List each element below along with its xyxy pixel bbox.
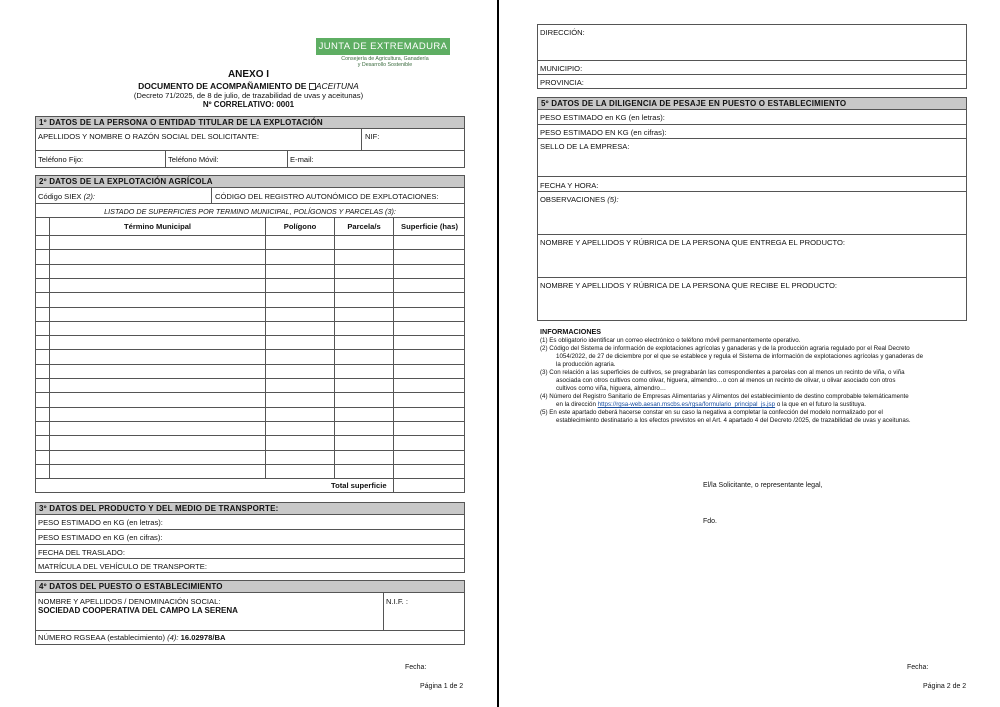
page-number: Página 1 de 2 (420, 683, 464, 690)
decree-reference: (Decreto 71/2025, de 8 de julio, de trazabilidad de uvas y aceitunas) (133, 91, 364, 100)
document-title-item: ACEITUNA (315, 81, 359, 91)
column-polygon: Polígono (283, 222, 317, 231)
register-code-field[interactable]: CÓDIGO DEL REGISTRO AUTONÓMICO DE EXPLOTACIONES: (215, 192, 439, 201)
divider (537, 234, 967, 235)
table-row[interactable] (50, 265, 464, 278)
page-1 (0, 0, 497, 707)
table-row[interactable] (50, 393, 464, 406)
table-row-line (35, 264, 465, 265)
table-row[interactable] (50, 279, 464, 292)
divider (537, 176, 967, 177)
note-2-line-2: 1054/2022, de 27 de diciembre por el que se establece y regula el Sistema de información de explotaciones agrícolas y ganaderas de (556, 353, 924, 360)
section-4-header: 4º DATOS DEL PUESTO O ESTABLECIMIENTO (35, 580, 465, 593)
column-municipality: Término Municipal (123, 222, 192, 231)
mobile-field[interactable]: Teléfono Móvil: (168, 155, 219, 164)
junta-extremadura-logo: JUNTA DE EXTREMADURA (316, 38, 450, 55)
company-stamp-field[interactable]: SELLO DE LA EMPRESA: (540, 142, 630, 151)
rgsa-link[interactable]: https://rgsa-web.aesan.mscbs.es/rgsa/formulario_principal_js.jsp (597, 401, 776, 408)
table-row[interactable] (50, 451, 464, 464)
table-row[interactable] (50, 236, 464, 249)
note-2-line-3: la producción agraria. (556, 361, 616, 368)
divider (35, 217, 465, 218)
table-column-line (265, 217, 266, 478)
note-3-line-3: cultivos como viña, higuera, almendro… (556, 385, 667, 392)
divider (361, 128, 362, 150)
table-row-line (35, 321, 465, 322)
note-5-line-2: establecimiento destinatario a los efectos previstos en el Art. 4 apartado 4 del Decreto /2025, de trazabilidad de uvas y aceitunas. (556, 417, 911, 424)
landline-field[interactable]: Teléfono Fijo: (38, 155, 84, 164)
divider (537, 277, 967, 278)
page-2 (503, 0, 1000, 707)
logo-subtitle-line-1: Consejería de Agricultura, Ganadería (341, 56, 429, 62)
section-2-header: 2º DATOS DE LA EXPLOTACIÓN AGRÍCOLA (35, 175, 465, 188)
table-column-line (49, 235, 50, 478)
siex-label: Código SIEX (38, 192, 82, 201)
siex-note: (2): (83, 192, 95, 201)
note-3-line-1: (3) Con relación a las superficies de cultivos, se pregrabarán las correspondientes a parcelas con al menos un recinto de viña, o viña (540, 369, 905, 376)
annex-title: ANEXO I (227, 69, 270, 80)
observations-label: OBSERVACIONES (540, 195, 606, 204)
table-row[interactable] (50, 308, 464, 321)
table-column-line (393, 217, 394, 493)
table-row[interactable] (50, 350, 464, 363)
nif-field[interactable]: NIF: (365, 132, 380, 141)
divider (165, 150, 166, 168)
divider (537, 138, 967, 139)
divider (35, 529, 465, 530)
divider (383, 592, 384, 630)
siex-code-field[interactable] (38, 192, 95, 201)
datetime-field[interactable]: FECHA Y HORA: (540, 181, 599, 190)
table-row-line (35, 278, 465, 279)
section-1-header: 1º DATOS DE LA PERSONA O ENTIDAD TITULAR DE LA EXPLOTACIÓN (35, 116, 465, 129)
table-row-line (35, 392, 465, 393)
section-5-header: 5º DATOS DE LA DILIGENCIA DE PESAJE EN PUESTO O ESTABLECIMIENTO (537, 97, 967, 110)
vehicle-plate-field[interactable]: MATRÍCULA DEL VEHÍCULO DE TRANSPORTE: (38, 562, 207, 571)
note-4-suffix: o la que en el futuro la sustituya. (776, 401, 866, 408)
note-4-line-2 (540, 401, 970, 409)
table-row[interactable] (50, 379, 464, 392)
establishment-nif-field[interactable]: N.I.F. : (386, 597, 408, 606)
table-row-line (35, 349, 465, 350)
divider (537, 124, 967, 125)
applicant-name-field[interactable]: APELLIDOS Y NOMBRE O RAZÓN SOCIAL DEL SOLICITANTE: (38, 132, 259, 141)
weigh-weight-figures-field[interactable]: PESO ESTIMADO EN KG (en cifras): (540, 128, 667, 137)
document-title-prefix: DOCUMENTO DE ACOMPAÑAMIENTO DE (138, 81, 307, 91)
weigh-weight-letters-field[interactable]: PESO ESTIMADO en KG (en letras): (540, 113, 665, 122)
weight-letters-field[interactable]: PESO ESTIMADO en KG (en letras): (38, 518, 163, 527)
logo-subtitle (330, 56, 440, 68)
establishment-name-label: NOMBRE Y APELLIDOS / DENOMINACIÓN SOCIAL: (38, 597, 221, 606)
table-row-line (35, 450, 465, 451)
table-column-line (49, 217, 50, 235)
address-box (537, 24, 967, 89)
rgseaa-label: NÚMERO RGSEAA (establecimiento) (38, 633, 166, 642)
information-notes (540, 327, 970, 425)
note-2-line-1: (2) Código del Sistema de información de explotaciones agrícolas y ganaderas y de la producción agraria regulado por el Real Decreto (540, 345, 910, 352)
divider (35, 558, 465, 559)
transfer-date-field[interactable]: FECHA DEL TRASLADO: (38, 548, 125, 557)
table-row-line (35, 421, 465, 422)
province-field[interactable]: PROVINCIA: (540, 78, 584, 87)
correlative-number: Nº CORRELATIVO: 0001 (202, 100, 295, 109)
table-row[interactable] (50, 336, 464, 349)
receiver-signature-field[interactable]: NOMBRE Y APELLIDOS Y RÚBRICA DE LA PERSONA QUE RECIBE EL PRODUCTO: (540, 281, 837, 290)
page-number-2: Página 2 de 2 (923, 683, 967, 690)
table-row[interactable] (50, 250, 464, 263)
divider (211, 187, 212, 203)
divider (35, 203, 465, 204)
table-row-line (35, 292, 465, 293)
municipality-field[interactable]: MUNICIPIO: (540, 64, 583, 73)
signed-label[interactable]: Fdo. (703, 518, 718, 525)
logo-subtitle-line-2: y Desarrollo Sostenible (357, 62, 413, 68)
table-row[interactable] (50, 422, 464, 435)
address-field[interactable]: DIRECCIÓN: (540, 28, 585, 37)
document-title (0, 81, 497, 91)
table-row-line (35, 407, 465, 408)
table-row[interactable] (50, 465, 464, 478)
table-row[interactable] (50, 365, 464, 378)
divider (35, 544, 465, 545)
rgseaa-value: 16.02978/BA (180, 633, 226, 642)
checkbox-icon (309, 83, 316, 90)
total-surface-label: Total superficie (331, 481, 387, 490)
table-row[interactable] (50, 408, 464, 421)
table-row[interactable] (50, 322, 464, 335)
date-label: Fecha: (405, 664, 427, 671)
table-row[interactable] (50, 436, 464, 449)
observations-field[interactable] (540, 195, 619, 204)
weight-figures-field[interactable]: PESO ESTIMADO en KG (en cifras): (38, 533, 163, 542)
table-row-line (35, 364, 465, 365)
divider (35, 150, 465, 151)
observations-note: (5): (607, 195, 619, 204)
divider (537, 60, 967, 61)
information-title: INFORMACIONES (540, 327, 602, 336)
divider (537, 74, 967, 75)
note-5-line-1: (5) En este apartado deberá hacerse constar en su caso la negativa a completar la confección del modelo normalizado por el (540, 409, 883, 416)
table-row-line (35, 335, 465, 336)
table-row-line (35, 435, 465, 436)
email-field[interactable]: E-mail: (290, 155, 314, 164)
table-row-line (35, 249, 465, 250)
rgseaa-note: (4): (167, 633, 179, 642)
divider (537, 191, 967, 192)
note-3-line-2: asociada con otros cultivos como olivar, higuera, almendro…o con al menos un recinto de olivar, u olivar asociado con otros (556, 377, 896, 384)
note-4-line-1: (4) Número del Registro Sanitario de Empresas Alimentarias y Alimentos del establecimiento de destino comprobable telemáticamente (540, 393, 909, 400)
table-column-line (334, 217, 335, 478)
section-3-header: 3º DATOS DEL PRODUCTO Y DEL MEDIO DE TRANSPORTE: (35, 502, 465, 515)
column-surface: Superficie (has) (401, 222, 458, 231)
table-row[interactable] (50, 293, 464, 306)
establishment-name-value[interactable]: SOCIEDAD COOPERATIVA DEL CAMPO LA SERENA (38, 606, 238, 615)
table-row-line (35, 378, 465, 379)
table-row-line (35, 464, 465, 465)
applicant-signature-label: El/la Solicitante, o representante legal, (703, 482, 823, 489)
note-4-prefix: en la dirección (556, 401, 596, 408)
deliverer-signature-field[interactable]: NOMBRE Y APELLIDOS Y RÚBRICA DE LA PERSONA QUE ENTREGA EL PRODUCTO: (540, 238, 845, 247)
surfaces-list-title: LISTADO DE SUPERFICIES POR TERMINO MUNICIPAL, POLÍGONOS Y PARCELAS (3): (104, 207, 396, 216)
date-label-page-2: Fecha: (907, 664, 929, 671)
divider (287, 150, 288, 168)
total-surface-field[interactable] (393, 478, 465, 493)
table-row-line (35, 307, 465, 308)
rgseaa-field[interactable] (38, 633, 225, 642)
column-plot: Parcela/s (347, 222, 381, 231)
divider (35, 630, 465, 631)
note-1: (1) Es obligatorio identificar un correo electrónico o teléfono móvil permanentemente operativo. (540, 337, 801, 344)
